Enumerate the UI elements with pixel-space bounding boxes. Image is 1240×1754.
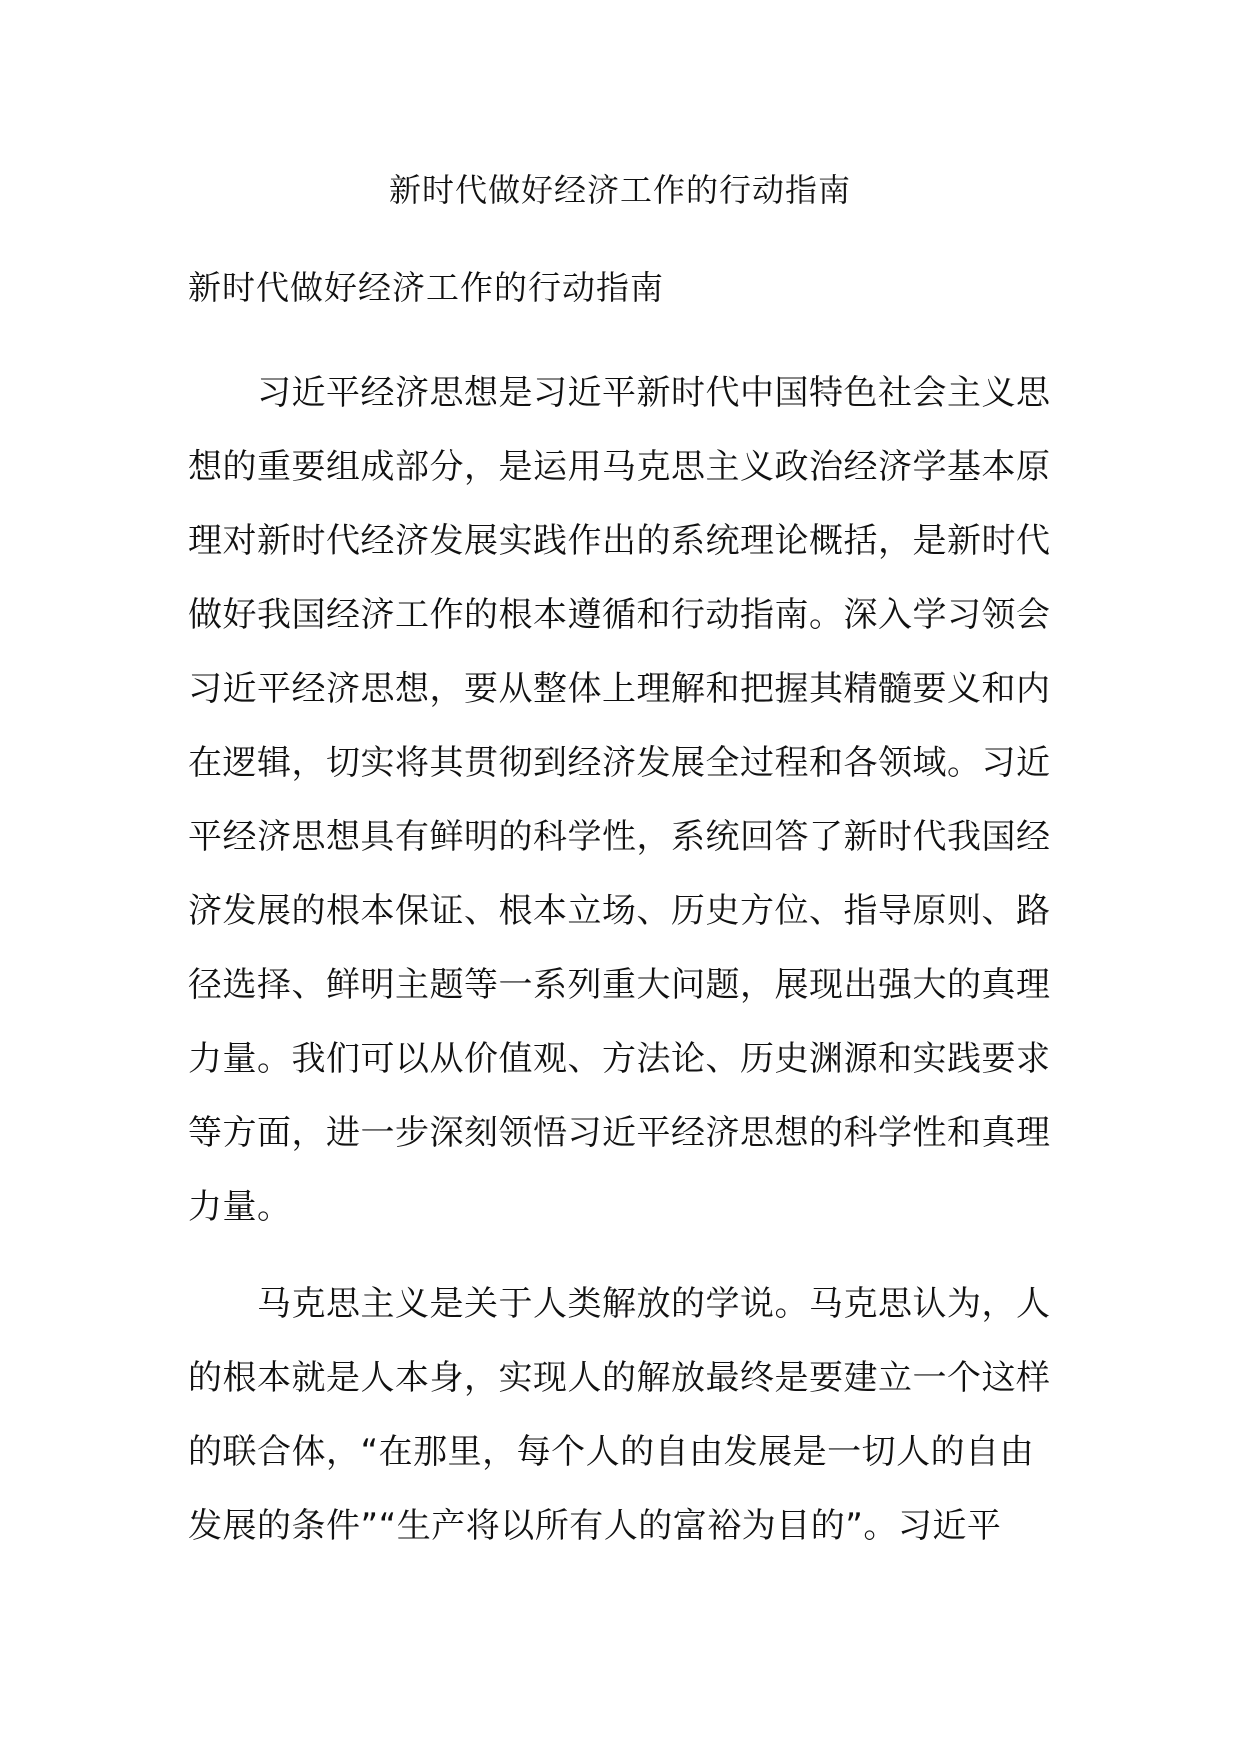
paragraph-line: 的根本就是人本身，实现人的解放最终是要建立一个这样: [188, 1358, 1051, 1398]
paragraph-line: 理对新时代经济发展实践作出的系统理论概括，是新时代: [188, 521, 1051, 561]
paragraph-2: [188, 1267, 1052, 1563]
paragraph-line: 等方面，进一步深刻领悟习近平经济思想的科学性和真理: [188, 1113, 1051, 1153]
paragraph-line: 发展的条件”“生产将以所有人的富裕为目的”。习近平: [188, 1506, 1002, 1546]
paragraph-line: 平经济思想具有鲜明的科学性，系统回答了新时代我国经: [188, 817, 1051, 857]
paragraph-line: 径选择、鲜明主题等一系列重大问题，展现出强大的真理: [188, 965, 1051, 1005]
paragraph-line: 习近平经济思想是习近平新时代中国特色社会主义思: [188, 373, 1051, 413]
paragraph-line: 马克思主义是关于人类解放的学说。马克思认为，人: [188, 1284, 1051, 1324]
paragraph-line: 习近平经济思想，要从整体上理解和把握其精髓要义和内: [188, 669, 1051, 709]
paragraph-line: 济发展的根本保证、根本立场、历史方位、指导原则、路: [188, 891, 1051, 931]
document-subtitle: 新时代做好经济工作的行动指南: [188, 268, 664, 307]
paragraph-line: 的联合体，“在那里，每个人的自由发展是一切人的自由: [188, 1432, 1035, 1472]
paragraph-1: [188, 356, 1052, 1244]
paragraph-line: 力量。: [188, 1187, 292, 1227]
paragraph-line: 做好我国经济工作的根本遵循和行动指南。深入学习领会: [188, 595, 1051, 635]
paragraph-line: 想的重要组成部分，是运用马克思主义政治经济学基本原: [188, 447, 1051, 487]
paragraph-line: 在逻辑，切实将其贯彻到经济发展全过程和各领域。习近: [188, 743, 1051, 783]
paragraph-line: 力量。我们可以从价值观、方法论、历史渊源和实践要求: [188, 1039, 1051, 1079]
document-title: 新时代做好经济工作的行动指南: [388, 171, 851, 209]
